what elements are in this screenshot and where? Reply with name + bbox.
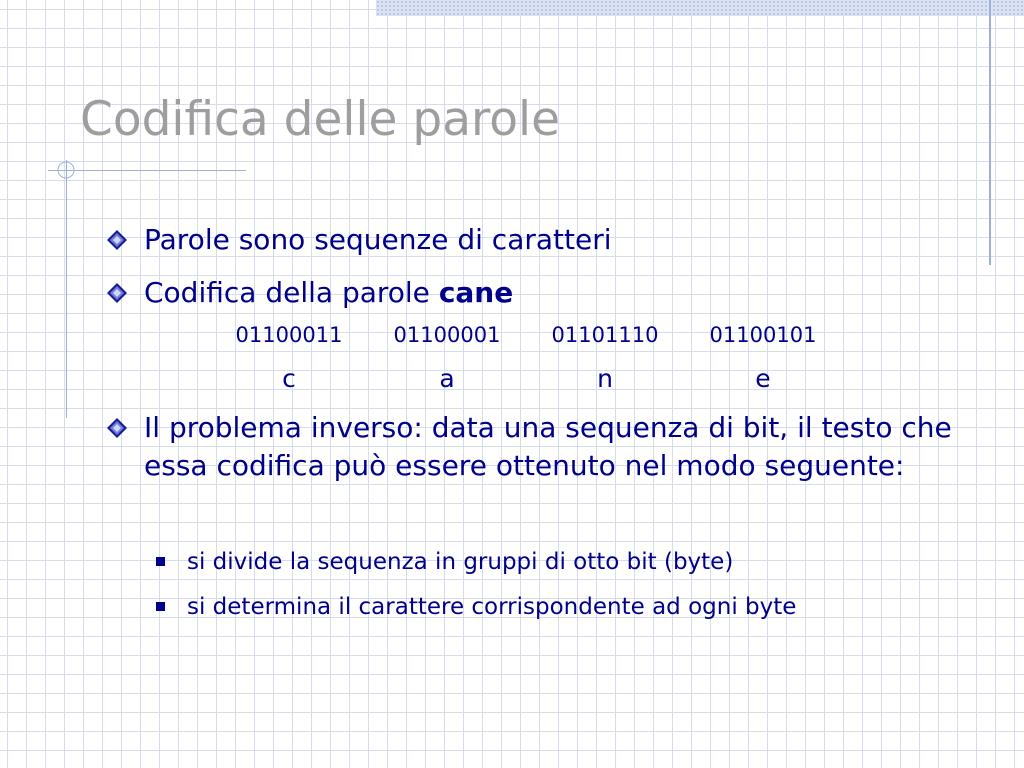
bullet-item	[106, 221, 966, 259]
bullet-text: Parole sono sequenze di caratteri	[144, 223, 612, 256]
bullet-text: Il problema inverso: data una sequenza di bit, il testo che essa codifica può essere ottenuto nel modo seguente:	[144, 411, 952, 482]
sub-bullet-text: si divide la sequenza in gruppi di otto bit (byte)	[187, 549, 734, 575]
encoded-character: n	[597, 364, 613, 393]
binary-byte: 01100101	[709, 323, 817, 347]
encoded-character: a	[439, 364, 455, 393]
binary-byte: 01100011	[235, 323, 343, 347]
left-accent-line	[66, 160, 67, 418]
bullet-text-prefix: Codifica della parole	[144, 276, 439, 309]
character-row	[210, 362, 850, 396]
header-decoration-band	[376, 0, 1024, 16]
diamond-bullet-icon	[106, 274, 130, 312]
binary-byte: 01100001	[393, 323, 501, 347]
binary-byte: 01101110	[551, 323, 659, 347]
diamond-bullet-icon	[106, 409, 130, 447]
circle-ornament-icon	[54, 158, 80, 184]
sub-bullet-item	[156, 590, 916, 624]
right-accent-line	[989, 0, 991, 265]
encoded-character: c	[282, 364, 296, 393]
bullet-text-bold-word: cane	[438, 276, 514, 309]
square-bullet-icon	[156, 602, 165, 611]
encoded-character: e	[755, 364, 771, 393]
bullet-text	[144, 274, 966, 312]
binary-code-row	[210, 320, 850, 350]
square-bullet-icon	[156, 557, 165, 566]
bullet-item	[106, 274, 966, 312]
sub-bullet-text: si determina il carattere corrispondente ad ogni byte	[187, 594, 797, 620]
sub-bullet-item	[156, 545, 916, 579]
slide-title: Codifica delle parole	[80, 92, 561, 147]
diamond-bullet-icon	[106, 221, 130, 259]
bullet-item	[106, 409, 966, 485]
